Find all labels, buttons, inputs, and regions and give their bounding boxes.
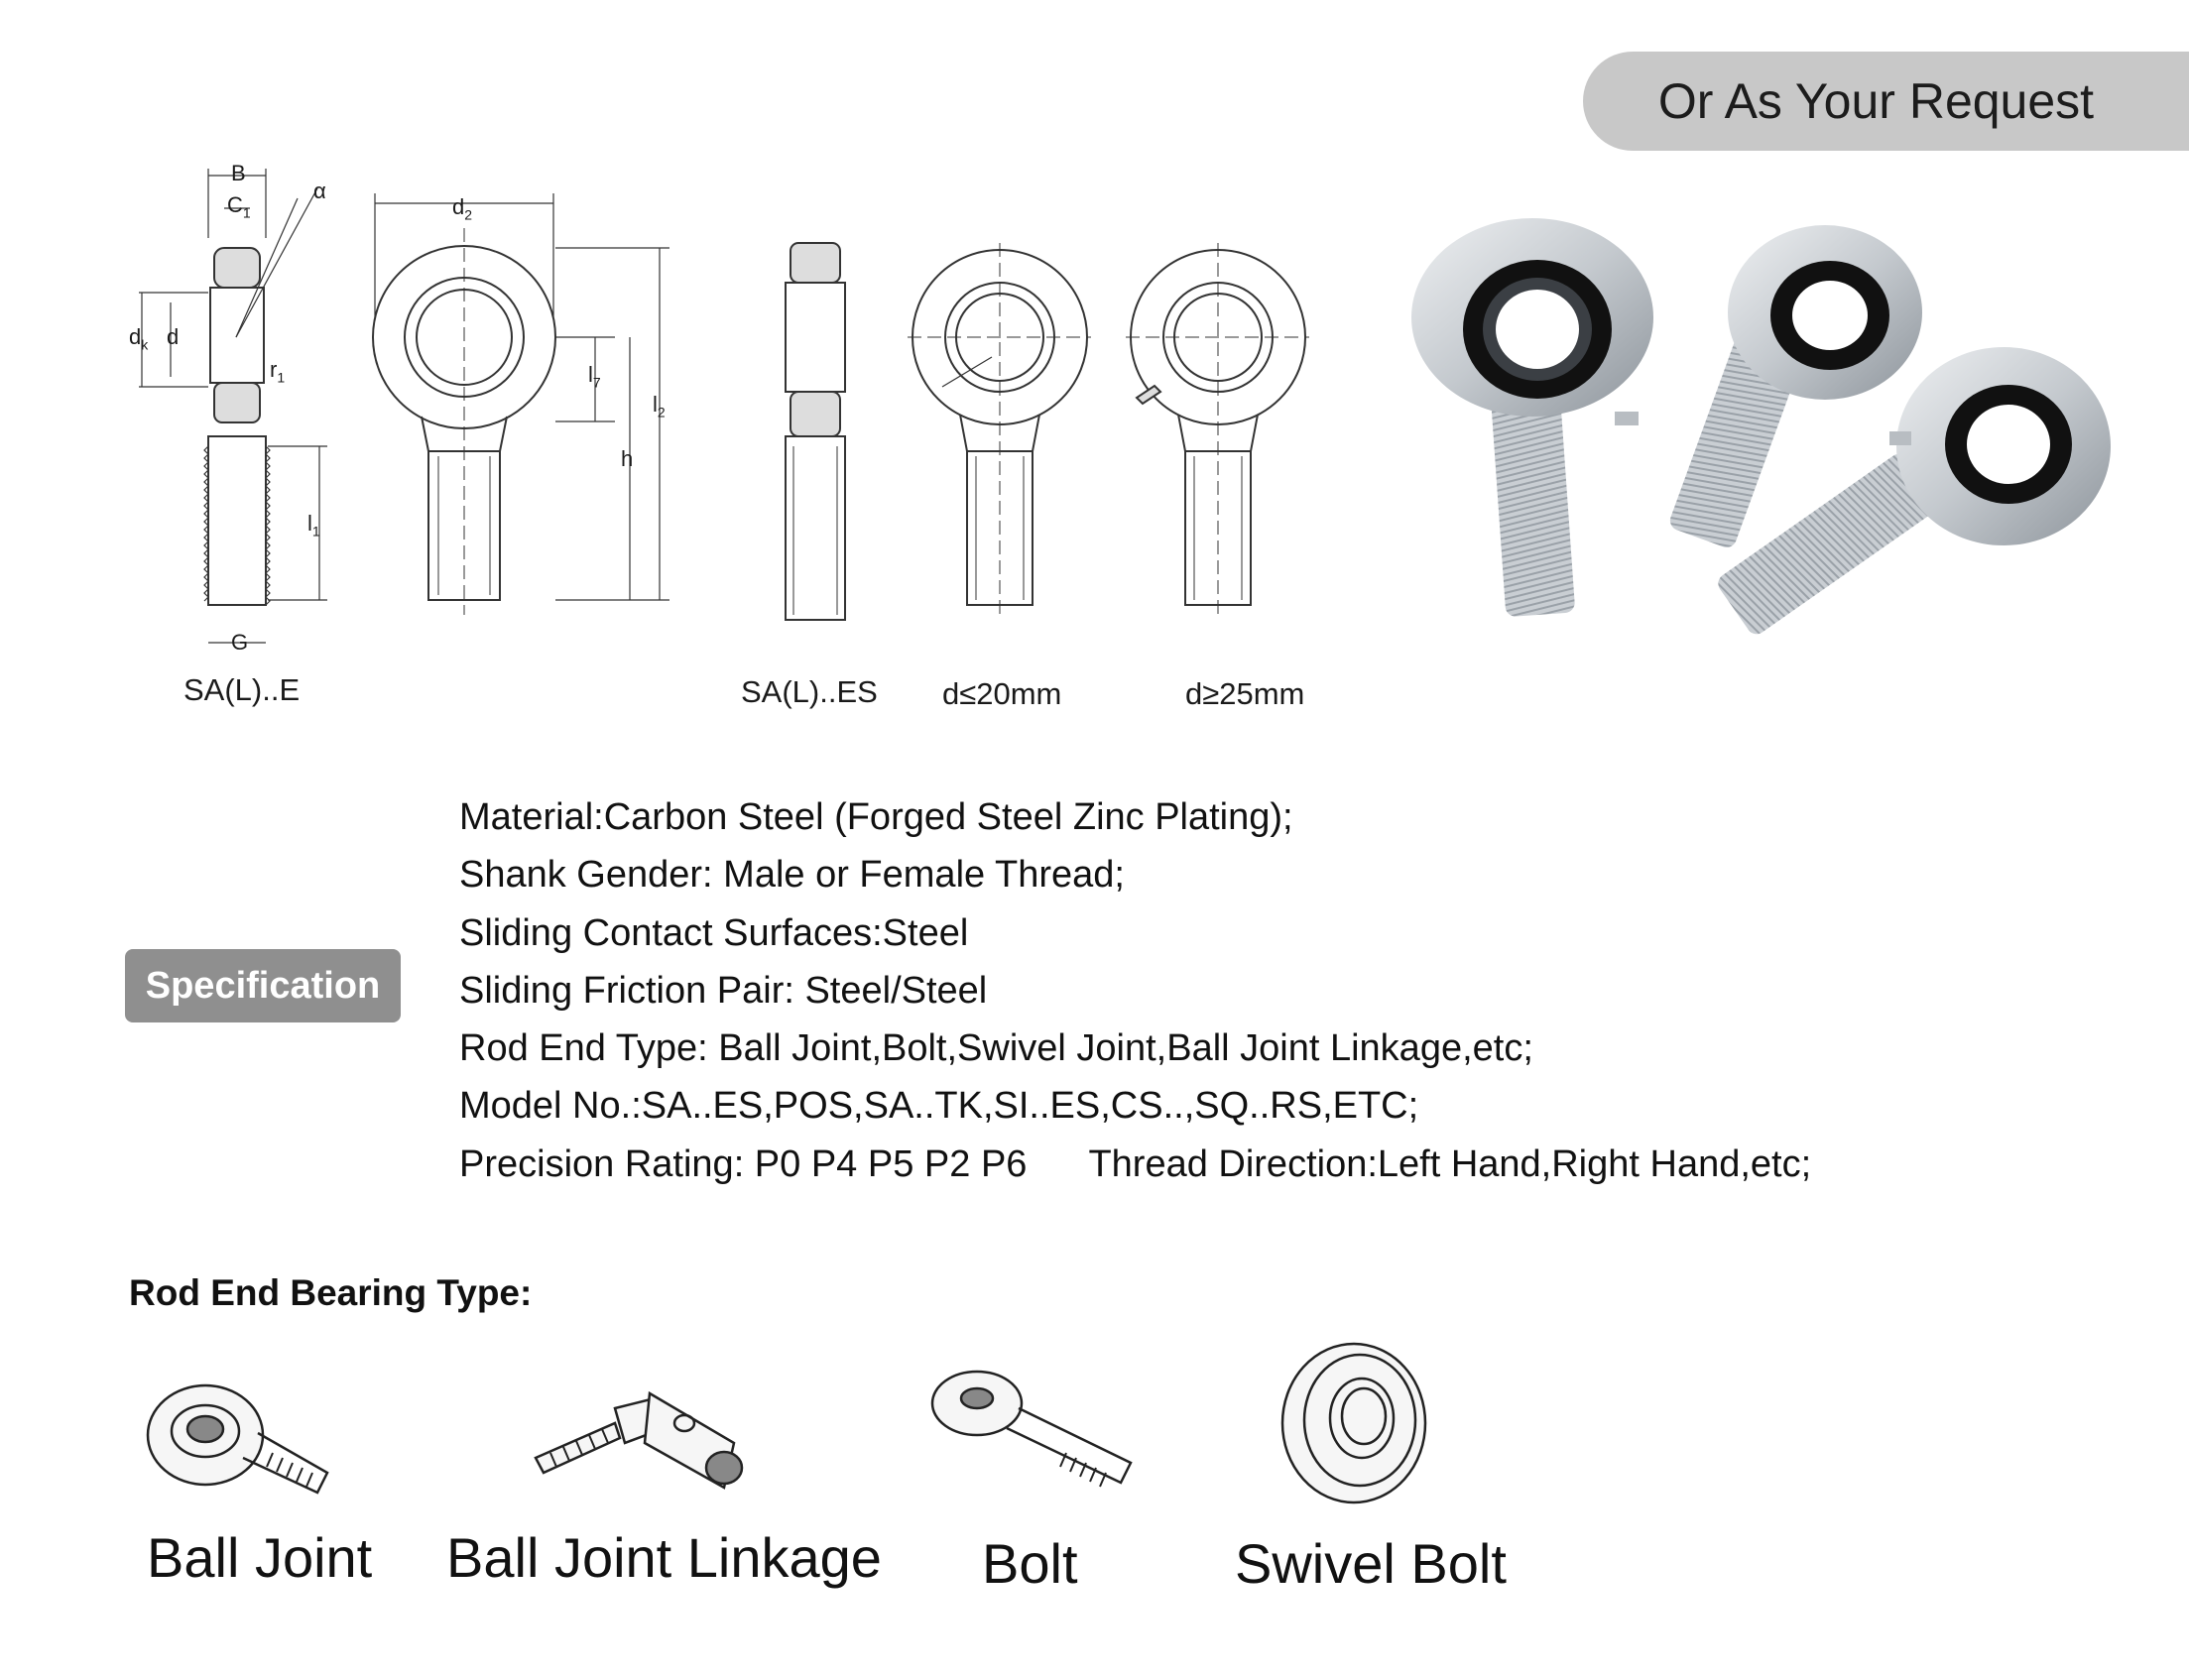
- spec-thread-direction: Thread Direction:Left Hand,Right Hand,etc;: [1088, 1142, 1812, 1185]
- dim-l1: [307, 511, 320, 539]
- spec-line-rod-end-type: Rod End Type: Ball Joint,Bolt,Swivel Joint,Ball Joint Linkage,etc;: [459, 1027, 1533, 1070]
- dim-h: h: [621, 446, 634, 471]
- ball-joint-icon: [144, 1374, 342, 1502]
- rod-end-photo-1: [1411, 218, 1653, 617]
- caption-d-large: d≥25mm: [1185, 676, 1305, 711]
- dim-dk-sub: k: [141, 336, 149, 353]
- side-view-es-drawing: [786, 243, 845, 620]
- type-label-bolt: Bolt: [982, 1532, 1078, 1595]
- front-view-large-drawing: [1126, 243, 1309, 615]
- type-label-ball-joint: Ball Joint: [147, 1526, 373, 1589]
- dim-l7-text: l: [588, 362, 593, 387]
- ball-joint-linkage-icon: [526, 1369, 764, 1507]
- specification-list: [459, 788, 1811, 1193]
- drawings-svg: [0, 149, 1389, 664]
- dim-l2-text: l: [653, 392, 658, 417]
- specification-badge-label: Specification: [145, 964, 381, 1007]
- product-photo-svg: [1389, 198, 2182, 674]
- spec-precision: Precision Rating: P0 P4 P5 P2 P6: [459, 1142, 1028, 1185]
- dim-r1-sub: 1: [277, 369, 286, 386]
- types-heading: Rod End Bearing Type:: [129, 1272, 533, 1313]
- dim-c1-sub: 1: [242, 204, 251, 221]
- front-view-drawing: [373, 193, 669, 615]
- caption-sa-e: SA(L)..E: [183, 672, 301, 707]
- dim-dk: [129, 324, 148, 352]
- front-view-small-drawing: [908, 243, 1091, 615]
- type-label-ball-joint-linkage: Ball Joint Linkage: [446, 1526, 882, 1589]
- dim-l7: [588, 362, 601, 390]
- dim-l2-sub: 2: [657, 404, 666, 420]
- dim-r1: [270, 357, 285, 385]
- product-photo: [1389, 198, 2182, 674]
- swivel-bolt-icon: [1275, 1339, 1433, 1507]
- bolt-icon: [927, 1359, 1136, 1498]
- side-view-e-drawing: [139, 169, 327, 643]
- dim-d2-text: d: [452, 194, 465, 219]
- spec-line-shank-gender: Shank Gender: Male or Female Thread;: [459, 854, 1125, 897]
- dim-g: G: [231, 630, 249, 655]
- spec-line-material: Material:Carbon Steel (Forged Steel Zinc Plating);: [459, 796, 1293, 838]
- dim-c1: [227, 192, 251, 220]
- spec-line-model-no: Model No.:SA..ES,POS,SA..TK,SI..ES,CS..,SQ..RS,ETC;: [459, 1085, 1419, 1128]
- dim-r1-text: r: [270, 357, 278, 382]
- dim-l7-sub: 7: [592, 374, 601, 391]
- dim-d2: [452, 194, 472, 222]
- dim-c1-text: C: [227, 192, 243, 217]
- dim-d: d: [167, 324, 180, 349]
- dim-d2-sub: 2: [464, 206, 473, 223]
- caption-d-small: d≤20mm: [942, 676, 1062, 711]
- dim-l1-sub: 1: [311, 523, 320, 540]
- specification-badge: [125, 949, 401, 1022]
- request-tab: [1583, 52, 2189, 151]
- caption-sa-es: SA(L)..ES: [741, 674, 878, 709]
- type-label-swivel-bolt: Swivel Bolt: [1235, 1532, 1507, 1595]
- dim-b: B: [231, 161, 246, 185]
- dim-l2: [653, 392, 666, 420]
- dim-dk-text: d: [129, 324, 142, 349]
- spec-line-precision: [459, 1136, 1811, 1193]
- spec-line-friction-pair: Sliding Friction Pair: Steel/Steel: [459, 969, 988, 1012]
- dim-l1-text: l: [307, 511, 312, 536]
- spec-line-contact-surfaces: Sliding Contact Surfaces:Steel: [459, 911, 969, 954]
- technical-drawings: [0, 149, 1389, 711]
- request-tab-label: Or As Your Request: [1657, 73, 2095, 129]
- dim-alpha: α: [313, 179, 326, 203]
